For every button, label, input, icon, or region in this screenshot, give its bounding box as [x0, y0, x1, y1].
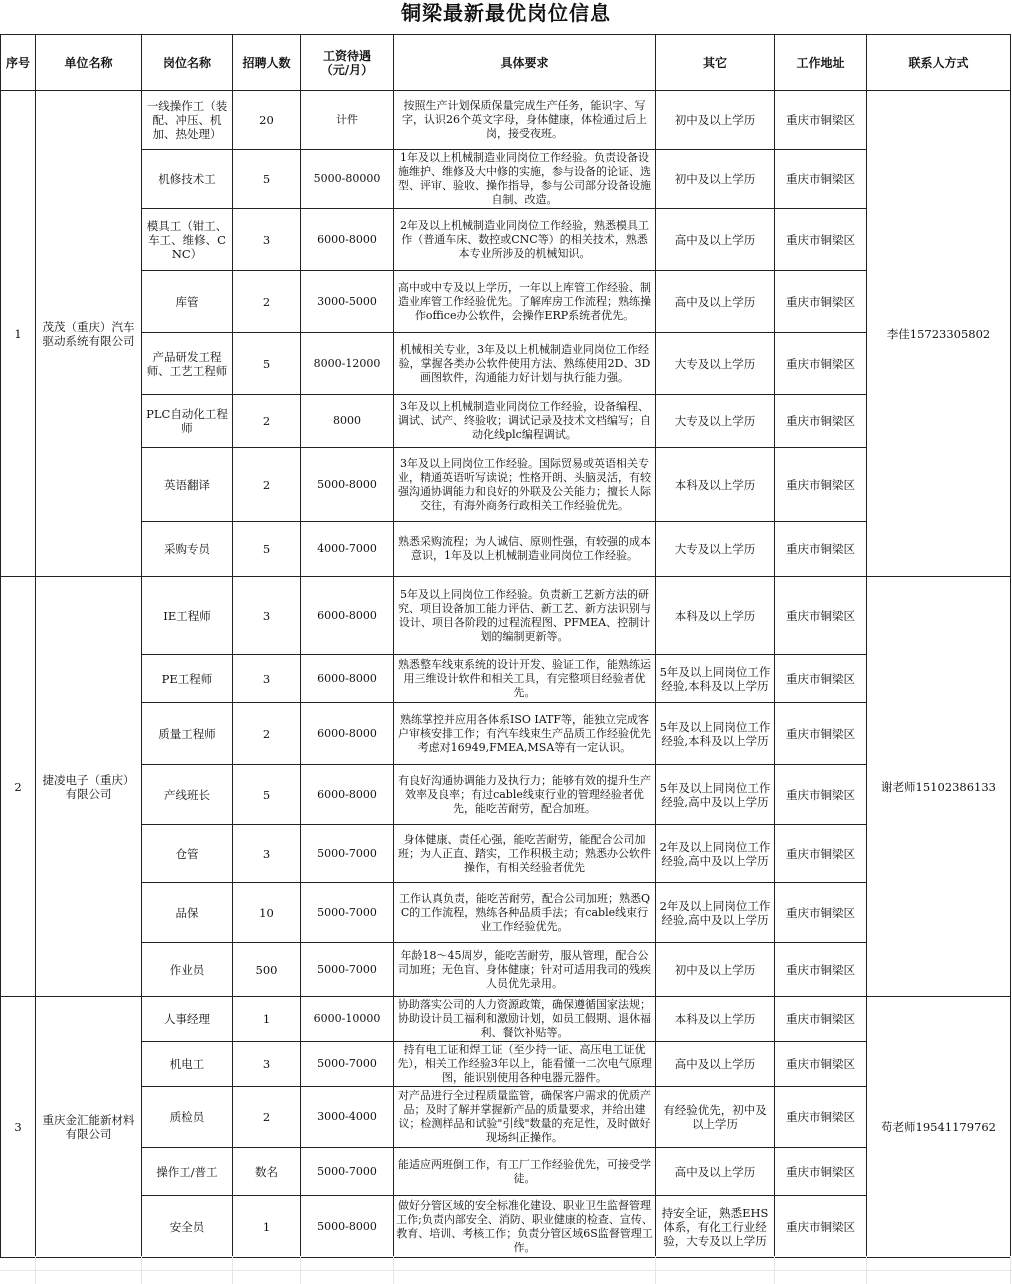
job-position: 品保: [142, 883, 233, 943]
job-address: 重庆市铜梁区: [775, 825, 867, 883]
job-address: 重庆市铜梁区: [775, 333, 867, 395]
job-count: 3: [233, 577, 301, 655]
job-count: 1: [233, 1196, 301, 1258]
job-address: 重庆市铜梁区: [775, 765, 867, 825]
job-count: 5: [233, 522, 301, 577]
table-row: [1, 209, 1011, 271]
job-position: PLC自动化工程师: [142, 395, 233, 448]
table-row: [1, 655, 1011, 703]
job-position: 质检员: [142, 1087, 233, 1148]
job-requirements: 3年及以上机械制造业同岗位工作经验，设备编程、调试、试产、终验收；调试记录及技术文档编写；自动化线plc编程调试。: [394, 395, 656, 448]
header-contact: 联系人方式: [867, 35, 1011, 91]
job-requirements: 身体健康、责任心强，能吃苦耐劳，能配合公司加班；为人正直、踏实，工作积极主动；熟悉办公软件操作，有相关经验者优先: [394, 825, 656, 883]
job-salary: 6000-8000: [301, 655, 394, 703]
job-other: 2年及以上同岗位工作经验,高中及以上学历: [656, 825, 775, 883]
job-address: 重庆市铜梁区: [775, 1196, 867, 1258]
header-count: 招聘人数: [233, 35, 301, 91]
table-row: [1, 1087, 1011, 1148]
job-address: 重庆市铜梁区: [775, 150, 867, 209]
job-salary: 计件: [301, 91, 394, 150]
job-salary: 8000-12000: [301, 333, 394, 395]
table-row: [1, 703, 1011, 765]
job-requirements: 持有电工证和焊工证（至少持一证、高压电工证优先），相关工作经验3年以上，能看懂一二次电气原理图，能识别使用各种电器元器件。: [394, 1042, 656, 1087]
job-salary: 6000-8000: [301, 577, 394, 655]
sheet-gridline: [300, 1256, 301, 1284]
company-name: 捷凌电子（重庆）有限公司: [36, 577, 142, 997]
job-other: 高中及以上学历: [656, 1148, 775, 1196]
job-requirements: 按照生产计划保质保量完成生产任务，能识字、写字，认识26个英文字母，身体健康，体检通过后上岗，接受夜班。: [394, 91, 656, 150]
job-other: 大专及以上学历: [656, 522, 775, 577]
job-position: 模具工（钳工、车工、维修、CNC）: [142, 209, 233, 271]
job-position: 仓管: [142, 825, 233, 883]
job-address: 重庆市铜梁区: [775, 883, 867, 943]
sheet-gridline: [393, 1256, 394, 1284]
job-other: 高中及以上学历: [656, 209, 775, 271]
sheet-gridline: [141, 1256, 142, 1284]
header-position: 岗位名称: [142, 35, 233, 91]
job-count: 5: [233, 150, 301, 209]
job-position: 产线班长: [142, 765, 233, 825]
job-other: 大专及以上学历: [656, 395, 775, 448]
table-row: [1, 1148, 1011, 1196]
job-count: 5: [233, 333, 301, 395]
job-position: 作业员: [142, 943, 233, 997]
sheet-gridline: [655, 1256, 656, 1284]
job-count: 2: [233, 271, 301, 333]
job-address: 重庆市铜梁区: [775, 395, 867, 448]
job-other: 高中及以上学历: [656, 271, 775, 333]
header-requirements: 具体要求: [394, 35, 656, 91]
job-requirements: 能适应两班倒工作，有工厂工作经验优先，可接受学徒。: [394, 1148, 656, 1196]
job-other: 5年及以上同岗位工作经验,本科及以上学历: [656, 655, 775, 703]
job-address: 重庆市铜梁区: [775, 522, 867, 577]
job-count: 2: [233, 448, 301, 522]
job-other: 5年及以上同岗位工作经验,本科及以上学历: [656, 703, 775, 765]
job-position: IE工程师: [142, 577, 233, 655]
job-other: 2年及以上同岗位工作经验,高中及以上学历: [656, 883, 775, 943]
job-requirements: 协助落实公司的人力资源政策，确保遵循国家法规；协助设计员工福利和激励计划，如员工假期、退休福利、餐饮补贴等。: [394, 997, 656, 1042]
job-count: 1: [233, 997, 301, 1042]
job-requirements: 高中或中专及以上学历，一年以上库管工作经验、制造业库管工作经验优先。了解库房工作流程；熟练操作office办公软件，会操作ERP系统者优先。: [394, 271, 656, 333]
job-address: 重庆市铜梁区: [775, 1042, 867, 1087]
table-row: [1, 448, 1011, 522]
table-row: [1, 577, 1011, 655]
job-position: PE工程师: [142, 655, 233, 703]
sheet-gridline: [232, 1256, 233, 1284]
sheet-grid-remainder: [0, 1258, 1012, 1284]
job-count: 3: [233, 209, 301, 271]
job-requirements: 机械相关专业，3年及以上机械制造业同岗位工作经验，掌握各类办公软件使用方法、熟练使用2D、3D画图软件，沟通能力好计划与执行能力强。: [394, 333, 656, 395]
table-row: [1, 883, 1011, 943]
sheet-gridline: [866, 1256, 867, 1284]
company-index: 2: [1, 577, 36, 997]
job-table: [0, 34, 1011, 1258]
job-salary: 6000-10000: [301, 997, 394, 1042]
job-address: 重庆市铜梁区: [775, 448, 867, 522]
table-row: [1, 271, 1011, 333]
company-contact: 李佳15723305802: [867, 91, 1011, 577]
job-salary: 5000-8000: [301, 1196, 394, 1258]
job-position: 机电工: [142, 1042, 233, 1087]
table-row: [1, 1042, 1011, 1087]
job-other: 初中及以上学历: [656, 943, 775, 997]
job-address: 重庆市铜梁区: [775, 91, 867, 150]
company-name: 重庆金汇能新材料有限公司: [36, 997, 142, 1258]
job-address: 重庆市铜梁区: [775, 703, 867, 765]
company-index: 1: [1, 91, 36, 577]
job-other: 大专及以上学历: [656, 333, 775, 395]
job-salary: 3000-4000: [301, 1087, 394, 1148]
job-address: 重庆市铜梁区: [775, 655, 867, 703]
job-salary: 5000-7000: [301, 883, 394, 943]
header-row: [1, 35, 1011, 91]
company-index: 3: [1, 997, 36, 1258]
job-position: 库管: [142, 271, 233, 333]
job-count: 20: [233, 91, 301, 150]
job-requirements: 熟练掌控并应用各体系ISO IATF等，能独立完成客户审核安排工作；有汽车线束生产品质工作经验优先考虑对16949,FMEA,MSA等有一定认识。: [394, 703, 656, 765]
company-contact: 谢老师15102386133: [867, 577, 1011, 997]
job-salary: 5000-80000: [301, 150, 394, 209]
table-row: [1, 997, 1011, 1042]
job-other: 本科及以上学历: [656, 448, 775, 522]
company-name: 茂茂（重庆）汽车驱动系统有限公司: [36, 91, 142, 577]
sheet-gridline: [1010, 1256, 1011, 1284]
job-other: 高中及以上学历: [656, 1042, 775, 1087]
job-address: 重庆市铜梁区: [775, 1148, 867, 1196]
job-other: 初中及以上学历: [656, 91, 775, 150]
table-row: [1, 522, 1011, 577]
job-position: 质量工程师: [142, 703, 233, 765]
job-other: 5年及以上同岗位工作经验,高中及以上学历: [656, 765, 775, 825]
job-salary: 5000-7000: [301, 825, 394, 883]
table-row: [1, 91, 1011, 150]
job-count: 3: [233, 1042, 301, 1087]
job-salary: 6000-8000: [301, 703, 394, 765]
job-salary: 5000-7000: [301, 1042, 394, 1087]
sheet-gridline: [774, 1256, 775, 1284]
job-count: 3: [233, 655, 301, 703]
job-requirements: 5年及以上同岗位工作经验。负责新工艺新方法的研究、项目设备加工能力评估、新工艺、新方法识别与设计、项目各阶段的过程流程图、PFMEA、控制计划的编制更新等。: [394, 577, 656, 655]
job-salary: 3000-5000: [301, 271, 394, 333]
job-position: 机修技术工: [142, 150, 233, 209]
header-index: 序号: [1, 35, 36, 91]
job-requirements: 工作认真负责，能吃苦耐劳，配合公司加班；熟悉QC的工作流程，熟练各种品质手法；有cable线束行业工作经验优先。: [394, 883, 656, 943]
job-count: 5: [233, 765, 301, 825]
job-requirements: 年龄18～45周岁，能吃苦耐劳，服从管理，配合公司加班；无色盲、身体健康；针对可适用我司的残疾人员优先录用。: [394, 943, 656, 997]
job-count: 2: [233, 1087, 301, 1148]
job-requirements: 3年及以上同岗位工作经验。国际贸易或英语相关专业，精通英语听写读说；性格开朗、头脑灵活，有较强沟通协调能力和良好的外联及公关能力；擅长人际交往，有海外商务行政相关工作经验优先。: [394, 448, 656, 522]
job-position: 英语翻译: [142, 448, 233, 522]
job-salary: 5000-8000: [301, 448, 394, 522]
job-salary: 5000-7000: [301, 1148, 394, 1196]
page-title: 铜梁最新最优岗位信息: [401, 1, 611, 25]
job-requirements: 1年及以上机械制造业同岗位工作经验。负责设备设施维护、维修及大中修的实施，参与设备的论证、选型、评审、验收、操作指导，参与公司部分设备设施自制、改造。: [394, 150, 656, 209]
table-row: [1, 150, 1011, 209]
job-other: 有经验优先，初中及以上学历: [656, 1087, 775, 1148]
job-position: 一线操作工（装配、冲压、机加、热处理）: [142, 91, 233, 150]
job-count: 2: [233, 703, 301, 765]
job-salary: 4000-7000: [301, 522, 394, 577]
job-count: 3: [233, 825, 301, 883]
job-other: 持安全证，熟悉EHS体系，有化工行业经验，大专及以上学历: [656, 1196, 775, 1258]
job-position: 采购专员: [142, 522, 233, 577]
table-row: [1, 765, 1011, 825]
header-salary: 工资待遇 （元/月）: [301, 35, 394, 91]
job-other: 本科及以上学历: [656, 577, 775, 655]
job-other: 初中及以上学历: [656, 150, 775, 209]
job-position: 安全员: [142, 1196, 233, 1258]
header-address: 工作地址: [775, 35, 867, 91]
job-salary: 5000-7000: [301, 943, 394, 997]
table-row: [1, 333, 1011, 395]
job-salary: 6000-8000: [301, 765, 394, 825]
job-address: 重庆市铜梁区: [775, 271, 867, 333]
job-requirements: 熟悉采购流程；为人诚信、原则性强，有较强的成本意识，1年及以上机械制造业同岗位工作经验。: [394, 522, 656, 577]
job-position: 人事经理: [142, 997, 233, 1042]
table-row: [1, 825, 1011, 883]
job-count: 数名: [233, 1148, 301, 1196]
job-requirements: 有良好沟通协调能力及执行力；能够有效的提升生产效率及良率；有过cable线束行业的管理经验者优先，能吃苦耐劳，配合加班。: [394, 765, 656, 825]
job-count: 2: [233, 395, 301, 448]
job-address: 重庆市铜梁区: [775, 997, 867, 1042]
header-company: 单位名称: [36, 35, 142, 91]
company-contact: 苟老师19541179762: [867, 997, 1011, 1258]
job-salary: 6000-8000: [301, 209, 394, 271]
job-salary: 8000: [301, 395, 394, 448]
job-other: 本科及以上学历: [656, 997, 775, 1042]
job-requirements: 做好分管区域的安全标准化建设、职业卫生监督管理工作;负责内部安全、消防、职业健康的检查、宣传、教育、培训、考核工作；负责分管区域6S监督管理工作。: [394, 1196, 656, 1258]
sheet-gridline: [35, 1256, 36, 1284]
job-position: 产品研发工程师、工艺工程师: [142, 333, 233, 395]
header-other: 其它: [656, 35, 775, 91]
job-address: 重庆市铜梁区: [775, 577, 867, 655]
table-row: [1, 943, 1011, 997]
table-row: [1, 395, 1011, 448]
table-row: [1, 1196, 1011, 1258]
job-address: 重庆市铜梁区: [775, 943, 867, 997]
job-requirements: 对产品进行全过程质量监管，确保客户需求的优质产品；及时了解并掌握新产品的质量要求，并给出建议；检测样品和试验"引线"数量的充足性，及时做好现场纠正操作。: [394, 1087, 656, 1148]
job-count: 500: [233, 943, 301, 997]
job-position: 操作工/普工: [142, 1148, 233, 1196]
job-count: 10: [233, 883, 301, 943]
job-address: 重庆市铜梁区: [775, 1087, 867, 1148]
job-requirements: 2年及以上机械制造业同岗位工作经验，熟悉模具工作（普通车床、数控或CNC等）的相关技术，熟悉本专业所涉及的机械知识。: [394, 209, 656, 271]
job-address: 重庆市铜梁区: [775, 209, 867, 271]
job-requirements: 熟悉整车线束系统的设计开发、验证工作，能熟练运用三维设计软件和相关工具，有完整项目经验者优先。: [394, 655, 656, 703]
